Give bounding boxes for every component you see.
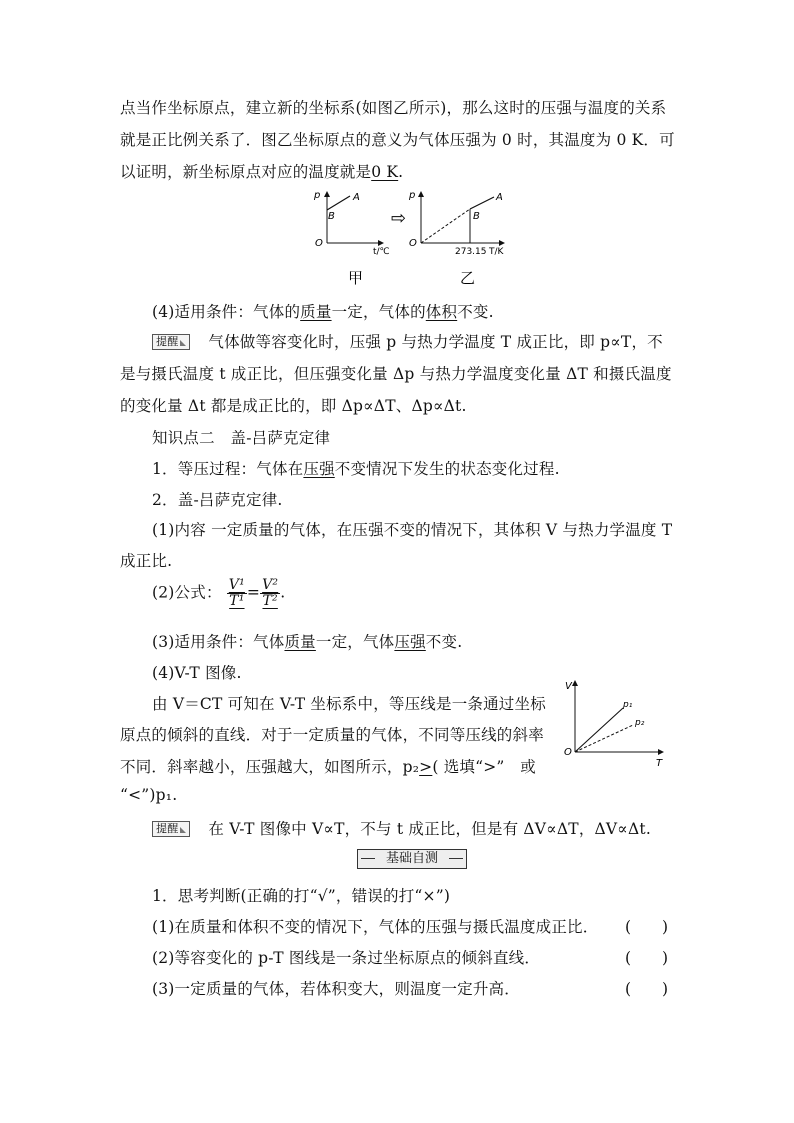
text-line: 成正比. xyxy=(120,552,173,570)
text-span: 一定，气体的 xyxy=(331,303,426,321)
tip-line xyxy=(152,817,651,839)
graph-yi xyxy=(408,190,505,257)
text-line: “<”)p₁. xyxy=(120,786,178,804)
text-line: 点当作坐标原点，建立新的坐标系(如图乙所示)，那么这时的压强与温度的关系 xyxy=(120,99,667,117)
denominator: T¹ xyxy=(229,593,245,609)
text-span: ( 选填“>” 或 xyxy=(432,758,536,776)
answer-blank: 0 K xyxy=(371,163,399,181)
right-arrow-icon: ⇨ xyxy=(391,208,407,229)
isobar-p1 xyxy=(575,708,623,752)
line-label-p1: p₁ xyxy=(623,700,633,710)
text-span: (4)适用条件：气体的 xyxy=(152,303,301,321)
text-line xyxy=(120,755,536,777)
text-span: 不同．斜率越小，压强越大，如图所示，p₂ xyxy=(120,758,420,776)
text-line xyxy=(152,300,494,322)
answer-blank: 压强 xyxy=(394,633,426,651)
numerator: V² xyxy=(262,577,279,593)
text-line: 由 V＝CT 可知在 V-T 坐标系中，等压线是一条通过坐标 xyxy=(152,695,546,713)
text-line: 2．盖-吕萨克定律. xyxy=(152,491,283,509)
text-span: 1．等压过程：气体在 xyxy=(152,460,304,478)
tick-label: 273.15 xyxy=(455,247,487,257)
text-span: 不变. xyxy=(457,303,494,321)
answer-parentheses[interactable]: ( ) xyxy=(625,918,669,936)
origin-label: O xyxy=(409,238,417,249)
section-badge: 基础自测 xyxy=(357,849,467,869)
formula-label: (2)公式： xyxy=(152,583,222,602)
origin-label: O xyxy=(315,238,323,249)
caption-yi: 乙 xyxy=(460,269,476,287)
answer-blank: 压强 xyxy=(303,460,335,478)
question-item: (3)一定质量的气体，若体积变大，则温度一定升高． xyxy=(152,980,520,998)
axis-label-T: T xyxy=(656,758,663,769)
text-span: 不变情况下发生的状态变化过程. xyxy=(334,460,560,478)
tip-badge: 提醒 xyxy=(152,334,190,350)
fraction-right xyxy=(260,578,280,609)
answer-parentheses[interactable]: ( ) xyxy=(625,980,669,998)
answer-parentheses[interactable]: ( ) xyxy=(625,949,669,967)
text-line: (1)内容 一定质量的气体，在压强不变的情况下，其体积 V 与热力学温度 T xyxy=(152,521,673,539)
text-line: 的变化量 Δt 都是成正比的，即 Δp∝ΔT、Δp∝Δt. xyxy=(120,397,467,415)
line-label-p2: p₂ xyxy=(635,718,645,728)
text-span: 在 V-T 图像中 V∝T，不与 t 成正比，但是有 ΔV∝ΔT，ΔV∝Δt. xyxy=(208,820,651,838)
answer-blank: 体积 xyxy=(425,303,458,321)
volume-temperature-figure xyxy=(563,675,673,770)
axis-label-V: V xyxy=(565,681,572,692)
equals: = xyxy=(246,583,261,602)
text-line xyxy=(120,160,403,182)
denominator: T² xyxy=(262,593,278,609)
answer-blank: 质量 xyxy=(300,303,332,321)
axis-label-t: t/℃ xyxy=(373,247,390,257)
axis-label-p: p xyxy=(409,190,416,201)
text-line: (4)V-T 图像. xyxy=(152,664,242,682)
text-line: 是与摄氏温度 t 成正比，但压强变化量 Δp 与热力学温度变化量 ΔT 和摄氏温度 xyxy=(120,365,672,383)
text-span: . xyxy=(398,163,404,181)
axis-label-T: T/K xyxy=(489,247,504,257)
point-label-a: A xyxy=(353,192,360,203)
pressure-temperature-figure xyxy=(300,188,520,288)
point-label-b: B xyxy=(473,211,480,222)
origin-label: O xyxy=(564,747,572,758)
answer-blank: > xyxy=(419,758,433,776)
isochore-line xyxy=(327,196,350,210)
formula-line xyxy=(152,578,285,609)
text-line xyxy=(152,457,560,479)
text-line xyxy=(152,630,462,652)
text-span: 以证明，新坐标原点对应的温度就是 xyxy=(120,163,372,181)
extrapolated-dashed-line xyxy=(421,209,470,243)
text-span: 气体做等容变化时，压强 p 与热力学温度 T 成正比，即 p∝T，不 xyxy=(208,333,663,351)
text-span: 不变. xyxy=(425,633,463,651)
isochore-line xyxy=(470,197,494,209)
text-span: . xyxy=(280,583,286,602)
isobar-p2 xyxy=(575,725,633,752)
text-span: (3)适用条件：气体 xyxy=(152,633,285,651)
text-span: 一定，气体 xyxy=(315,633,395,651)
axis-label-p: p xyxy=(314,190,321,201)
text-line: 就是正比例关系了．图乙坐标原点的意义为气体压强为 0 时，其温度为 0 K．可 xyxy=(120,131,675,149)
question-item: (2)等容变化的 p-T 图线是一条过坐标原点的倾斜直线． xyxy=(152,949,541,967)
graph-jia xyxy=(313,190,390,257)
numerator: V¹ xyxy=(228,577,245,593)
tip-badge: 提醒 xyxy=(152,821,190,837)
question-title: 1．思考判断(正确的打“√”，错误的打“×”) xyxy=(152,887,451,905)
section-title: 知识点二 盖-吕萨克定律 xyxy=(152,429,331,447)
caption-jia: 甲 xyxy=(348,269,364,287)
fraction-left xyxy=(227,578,247,609)
text-line: 原点的倾斜的直线．对于一定质量的气体，不同等压线的斜率 xyxy=(120,726,544,744)
question-item: (1)在质量和体积不变的情况下，气体的压强与摄氏温度成正比． xyxy=(152,918,599,936)
tip-line xyxy=(152,330,663,352)
answer-blank: 质量 xyxy=(284,633,316,651)
point-label-b: B xyxy=(328,211,335,222)
point-label-a: A xyxy=(496,192,503,203)
